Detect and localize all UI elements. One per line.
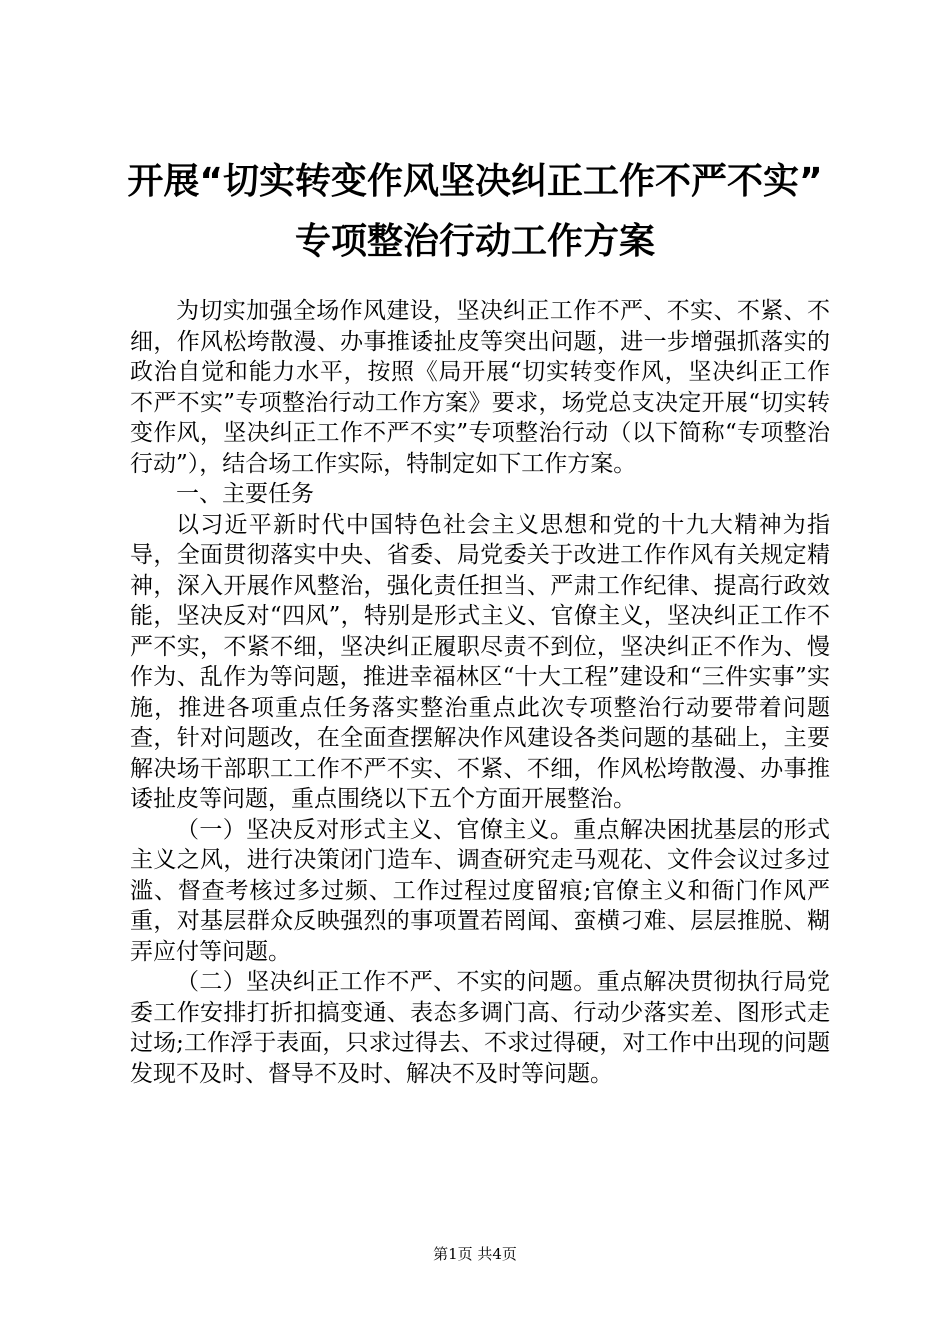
item-two-paragraph: （二）坚决纠正工作不严、不实的问题。重点解决贯彻执行局党委工作安排打折扣搞变通、表态多调门高、行动少落实差、图形式走过场;工作浮于表面，只求过得去、不求过得硬，对工作中出现的问题发现不及时、督导不及时、解决不及时等问题。 [130,969,830,1087]
item-one-paragraph: （一）坚决反对形式主义、官僚主义。重点解决困扰基层的形式主义之风，进行决策闭门造车、调查研究走马观花、文件会议过多过滥、督查考核过多过频、工作过程过度留痕;官僚主义和衙门作风严重，对基层群众反映强烈的事项置若罔闻、蛮横刁难、层层推脱、糊弄应付等问题。 [130,816,830,965]
document-title-line-2: 专项整治行动工作方案 [294,221,655,262]
document-title-line-1: 开展“切实转变作风坚决纠正工作不严不实” [127,161,823,202]
document-body [130,296,830,1089]
task-paragraph: 以习近平新时代中国特色社会主义思想和党的十九大精神为指导，全面贯彻落实中央、省委、局党委关于改进工作作风有关规定精神，深入开展作风整治，强化责任担当、严肃工作纪律、提高行政效能，坚决反对“四风”，特别是形式主义、官僚主义，坚决纠正工作不严不实，不紧不细，坚决纠正履职尽责不到位，坚决纠正不作为、慢作为、乱作为等问题，推进幸福林区“十大工程”建设和“三件实事”实施，推进各项重点任务落实整治重点此次专项整治行动要带着问题查，针对问题改，在全面查摆解决作风建设各类问题的基础上，主要解决场干部职工工作不严不实、不紧、不细，作风松垮散漫、办事推诿扯皮等问题，重点围绕以下五个方面开展整治。 [130,511,830,812]
intro-paragraph: 为切实加强全场作风建设，坚决纠正工作不严、不实、不紧、不细，作风松垮散漫、办事推诿扯皮等突出问题，进一步增强抓落实的政治自觉和能力水平，按照《局开展“切实转变作风，坚决纠正工作不严不实”专项整治行动工作方案》要求，场党总支决定开展“切实转变作风，坚决纠正工作不严不实”专项整治行动（以下简称“专项整治行动”），结合场工作实际，特制定如下工作方案。 [130,298,830,477]
section-heading: 一、主要任务 [176,481,314,507]
page-number-footer: 第1页 共4页 [433,1245,517,1263]
